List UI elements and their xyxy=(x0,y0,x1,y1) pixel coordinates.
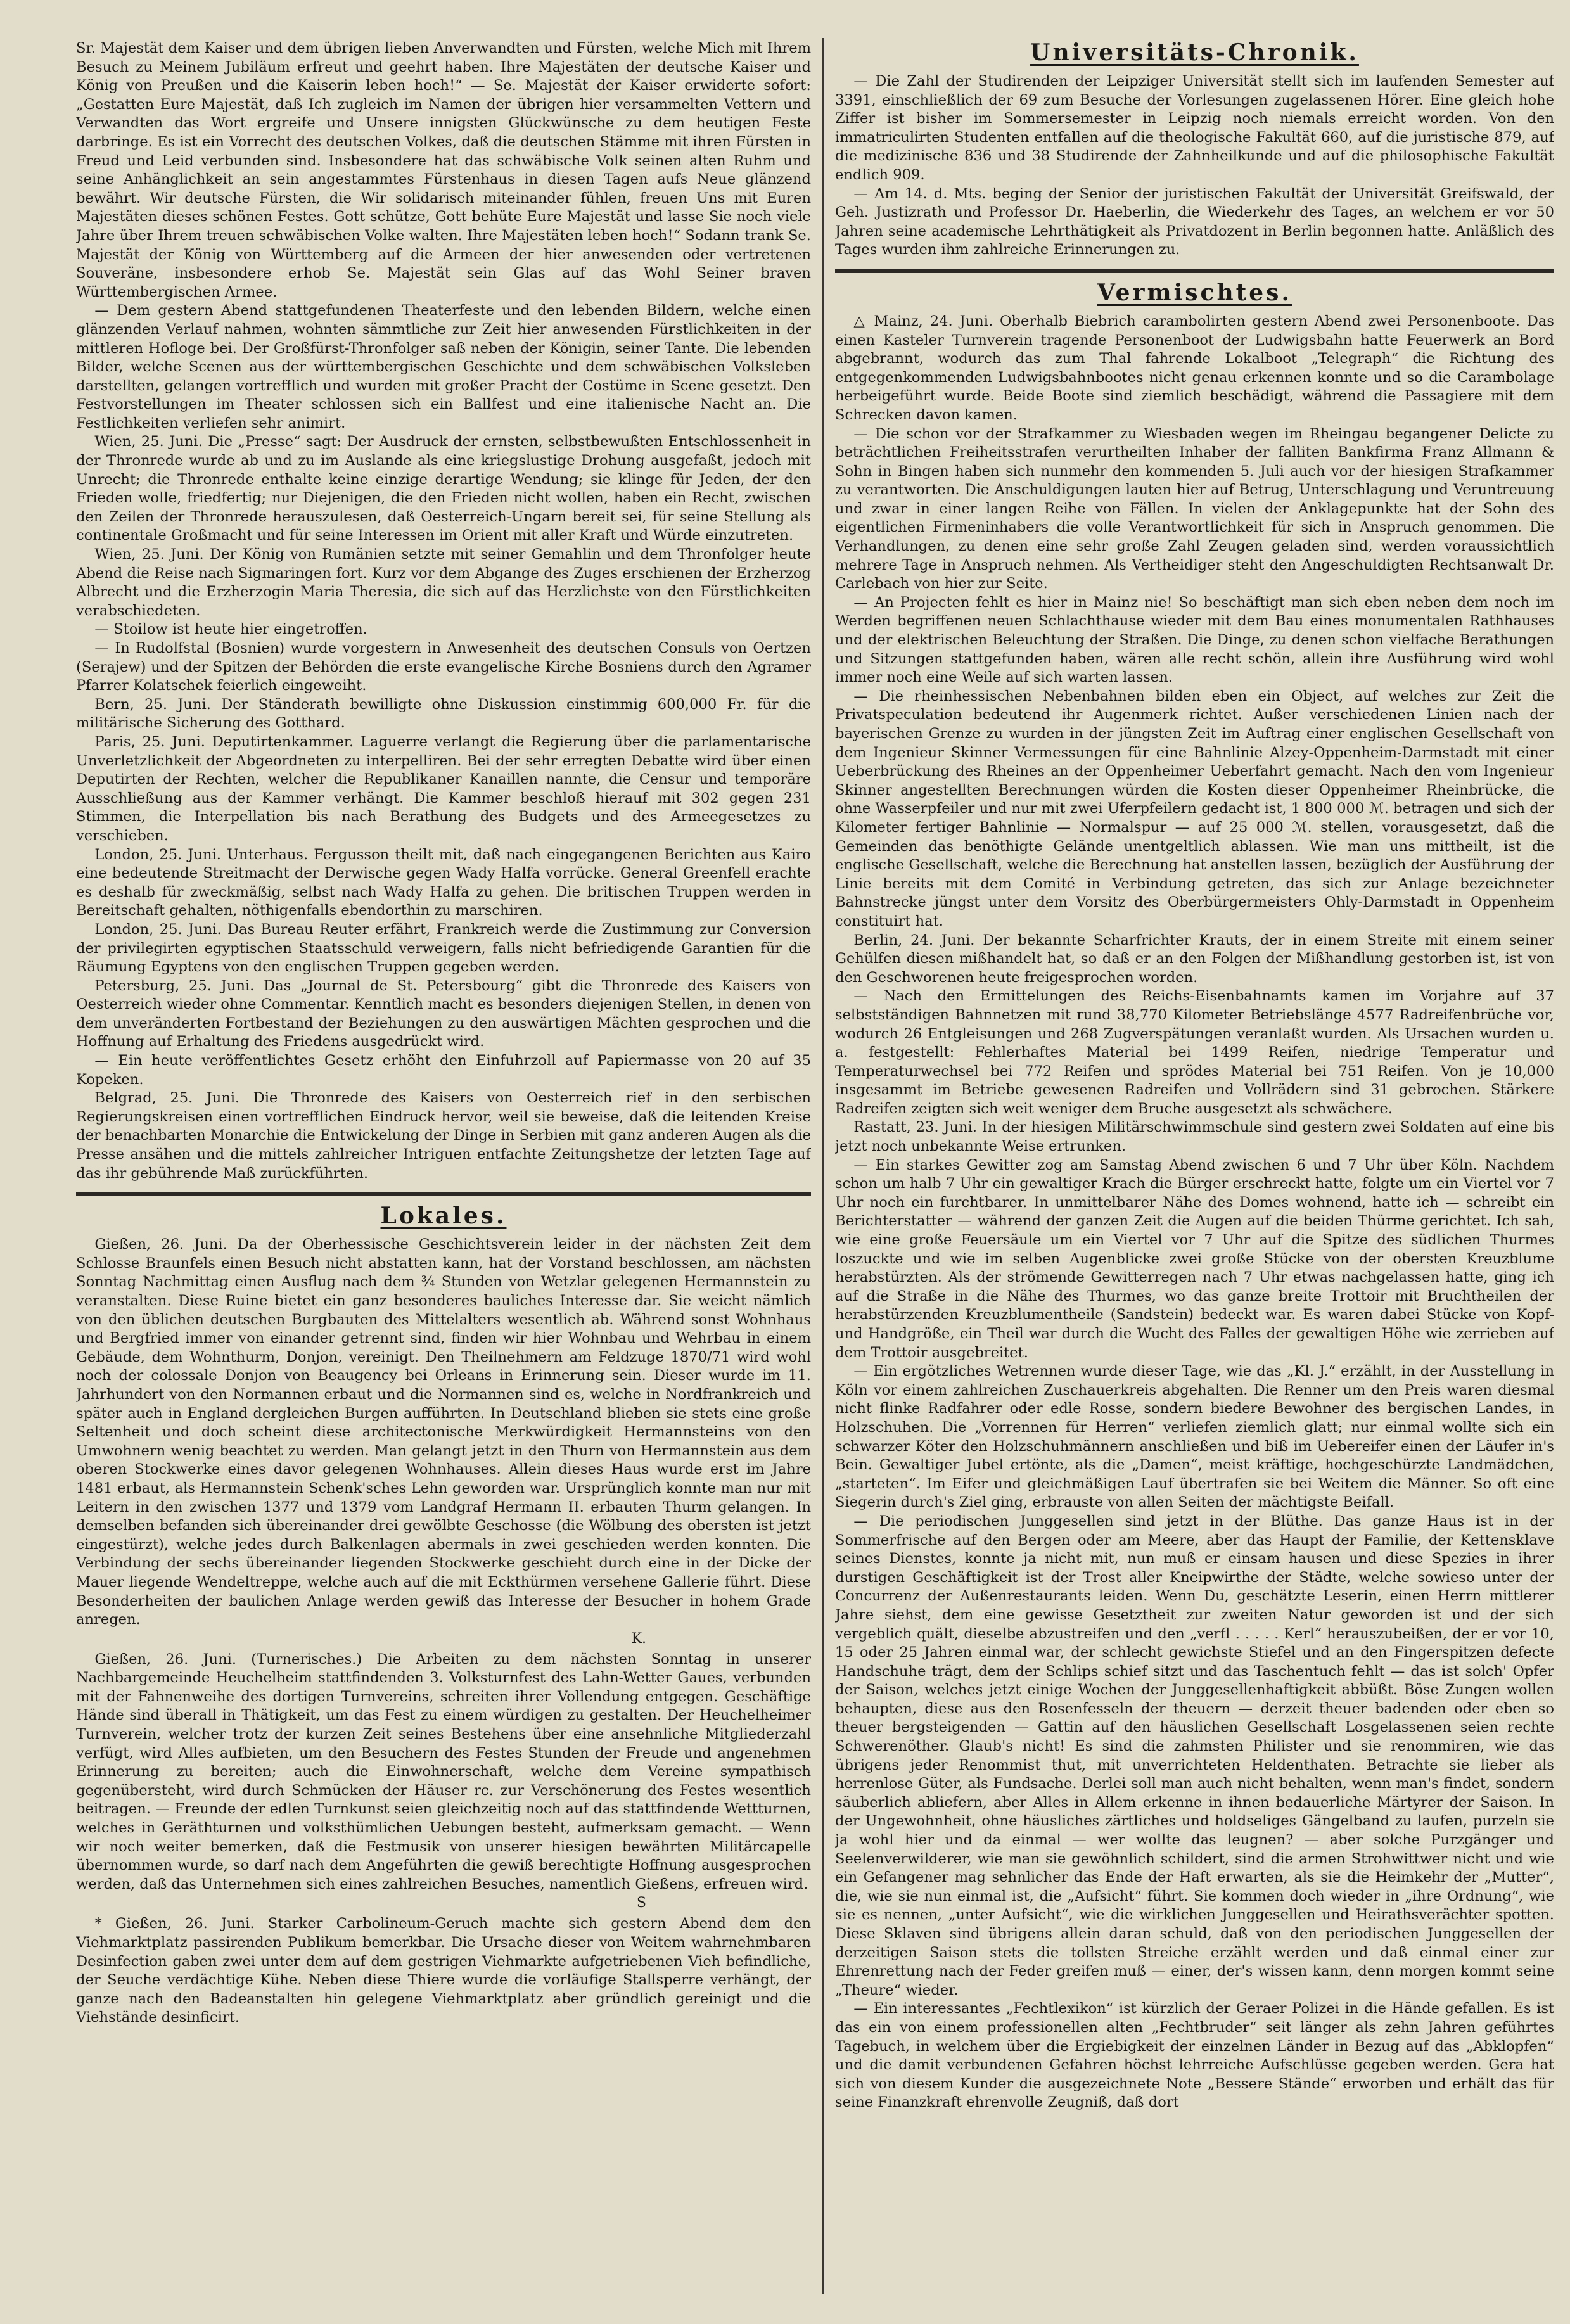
section-divider xyxy=(76,1192,811,1196)
column-rule xyxy=(822,38,824,2294)
news-paragraph: London, 25. Juni. Das Bureau Reuter erfährt, Frankreich werde die Zustimmung zur Conversion der privilegirten egyptischen Staatsschuld verweigern, falls nicht befriedigende Garantien für die Räumung Egyptens von den englischen Truppen gegeben werden. xyxy=(76,921,811,976)
news-paragraph: Wien, 25. Juni. Die „Presse“ sagt: Der Ausdruck der ernsten, selbstbewußten Entschlossenheit in der Thronrede wurde ab und zu im Auslande als eine kriegslustige Drohung ausgefaßt, jedoch mit Unrecht; die Thronrede enthalte keine einzige derartige Wendung; sie klinge für Jeden, der den Frieden wolle, friedfertig; nur Diejenigen, die den Frieden nicht wollen, haben ein Recht, zwischen den Zeilen der Thronrede herauszulesen, daß Oesterreich-Ungarn bereit sei, für seine Stellung als continentale Großmacht und für seine Interessen im Orient mit aller Kraft und Würde einzutreten. xyxy=(76,433,811,544)
news-paragraph: △ Mainz, 24. Juni. Oberhalb Biebrich carambolirten gestern Abend zwei Personenboote. Das einen Kasteler Turnverein tragende Personenboot der Ludwigsbahn hatte Feuerwerk an Bord abgebrannt, wodurch das zum Thal fahrende Lokalboot „Telegraph“ die Richtung des entgegenkommenden Ludwigsbahnbootes nicht genau erkennen konnte und so die Carambolage herbeigeführt wurde. Beide Boote sind ziemlich beschädigt, während die Passagiere mit dem Schrecken davon kamen. xyxy=(835,312,1554,423)
news-paragraph: — Stoilow ist heute hier eingetroffen. xyxy=(94,621,367,638)
news-paragraph: — Die rheinhessischen Nebenbahnen bilden eben ein Object, auf welches zur Zeit die Privatspeculation bedeutend ihr Augenmerk richtet. Außer verschiedenen Linien nach der bayerischen Grenze zu wurden in der jüngsten Zeit im Auftrag einer englischen Gesellschaft von dem Ingenieur Skinner Vermessungen für eine Bahnlinie Alzey-Oppenheim-Darmstadt mit einer Ueberbrückung des Rheines an der Oppenheimer Ueberfahrt gemacht. Nach den vom Ingenieur Skinner angestellten Berechnungen würden die Kosten dieser Oppenheimer Rheinbrücke, die ohne Wasserpfeiler und nur mit zwei Uferpfeilern gedacht ist, 1 800 000 ℳ. betragen und sich der Kilometer fertiger Bahnlinie — Normalspur — auf 25 000 ℳ. stellen, vorausgesetzt, daß die Gemeinden das benöthigte Gelände unentgeltlich ablassen. Wie man uns mittheilt, ist die englische Gesellschaft, welche die Berechnung hat anstellen lassen, bezüglich der Ausführung der Linie bereits mit dem Comité in Verbindung getreten, das sich zur Anlage bezeichneter Bahnstrecke jüngst unter dem Vorsitz des Oberbürgermeisters Ohly-Darmstadt in Oppenheim constituirt hat. xyxy=(835,687,1554,929)
lokales-heading: Lokales. xyxy=(380,1203,507,1230)
news-paragraph: Rastatt, 23. Juni. In der hiesigen Militärschwimmschule sind gestern zwei Soldaten auf eine bis jetzt noch unbekannte Weise ertrunken. xyxy=(835,1119,1554,1155)
news-paragraph: Belgrad, 25. Juni. Die Thronrede des Kaisers von Oesterreich rief in den serbischen Regierungskreisen einen vortrefflichen Eindruck hervor, weil sie beweise, daß die leitenden Kreise der benachbarten Monarchie die Entwickelung der Dinge in Serbien mit ganz anderen Augen als die Presse ansähen und die mittels zahlreicher Intriguen entfachte Zeitungshetze der letzten Tage auf das ihr gebührende Maß zurückführten. xyxy=(76,1090,811,1182)
news-paragraph: * Gießen, 26. Juni. Starker Carbolineum-Geruch machte sich gestern Abend dem den Viehmarktplatz passirenden Publikum bemerkbar. Die Ursache dieser von Weitem wahrnehmbaren Desinfection gaben zwei unter dem auf dem gestrigen Viehmarkte aufgetriebenen Vieh befindliche, der Seuche verdächtige Kühe. Neben diese Thiere wurde die vorläufige Stallsperre verhängt, der ganze nach den Badeanstalten hin gelegene Viehmarktplatz aber gründlich gereinigt und die Viehstände desinficirt. xyxy=(76,1915,811,2026)
news-paragraph: Petersburg, 25. Juni. Das „Journal de St. Petersbourg“ gibt die Thronrede des Kaisers von Oesterreich wieder ohne Commentar. Kenntlich macht es besonders diejenigen Stellen, in denen von dem unveränderten Fortbestand der Beziehungen zu den auswärtigen Mächten gesprochen und die Hoffnung auf Erhaltung des Friedens ausgedrückt wird. xyxy=(76,977,811,1050)
news-paragraph: — Ein ergötzliches Wetrennen wurde dieser Tage, wie das „Kl. J.“ erzählt, in der Ausstellung in Köln vor einem zahlreichen Zuschauerkreis abgehalten. Die Renner um den Preis waren diesmal nicht flinke Radfahrer oder edle Rosse, sondern biedere Bewohner des bergischen Landes, in Holzschuhen. Die „Vorrennen für Herren“ verliefen ziemlich glatt; nur einmal wollte sich ein schwarzer Köter den Holzschuhmännern anschließen und biß im Uebereifer einen der Läufer in's Bein. Gewaltiger Jubel ertönte, als die „Damen“, meist kräftige, hochgeschürzte Landmädchen, „starteten“. Im Eifer und gleichmäßigen Lauf übertrafen sie bei Weitem die Männer. So oft eine Siegerin durch's Ziel ging, erbrauste von allen Seiten der mächtigste Beifall. xyxy=(835,1363,1554,1511)
news-paragraph: — Die periodischen Junggesellen sind jetzt in der Blüthe. Das ganze Haus ist in der Sommerfrische auf den Bergen oder am Meere, aber das Haupt der Familie, der Kettensklave seines Dienstes, konnte ja nicht mit, nun muß er einsam hausen und diese Spezies in ihrer durstigen Geschäftigkeit ist der Trost aller Kneipwirthe der Städte, welche sowieso unter der Concurrenz der Außenrestaurants leiden. Wenn Du, geschätzte Leserin, einen Herrn mittlerer Jahre siehst, dem eine gewisse Gesetztheit zur zweiten Natur geworden ist und der sich vergeblich quält, dieselbe abzustreifen und den „verfl . . . . . Kerl“ herauszubeißen, der er vor 10, 15 oder 25 Jahren einmal war, der schlecht gewichste Stiefel und an den Fingerspitzen defecte Handschuhe trägt, dem der Schlips schief sitzt und das Taschentuch fehlt — das ist solch' Opfer der Saison, welches jetzt einige Wochen der Junggesellenhaftigkeit abbüßt. Böse Zungen wollen behaupten, diese aus den Rosenfesseln der theuern — derzeit theuer badenden oder eben so theuer bergsteigenden — Gattin auf den häuslichen Gesellschaft Losgelassenen seien rechte Schwerenöther. Glaub's nicht! Es sind die zahmsten Philister und sie renommiren, wie das übrigens jeder Renommist thut, mit unverrichteten Heldenthaten. Betrachte sie lieber als herrenlose Güter, als Fundsache. Derlei soll man auch nicht behalten, wenn man's findet, sondern säuberlich abliefern, aber Alles in Allem erkenne in ihnen bedauerliche Märtyrer der Saison. In der Ungewohnheit, ohne häusliches zärtliches und holdseliges Gängelband zu laufen, purzeln sie ja wohl hier und da einmal — wer wollte das leugnen? — aber solche Purzgänger und Seelenverwilderer, wie man sie gewöhnlich schildert, sind die armen Strohwittwer nicht und wie ein Gefangener mag sehnlicher das Ende der Haft erwarten, als sie die Heimkehr der „Mutter“, die, wie sie nun einmal ist, die „Aufsicht“ führt. Sie kommen doch wieder in „ihre Ordnung“, wie sie es nennen, „unter Aufsicht“, wie die wirklichen Junggesellen und Heirathsverächter spotten. Diese Sklaven sind übrigens allein daran schuld, daß von den periodischen Junggesellen der derzeitigen Saison stets die tollsten Streiche erzählt werden und daß einmal einer zur Ehrenrettung nach der Feder greifen muß — einer, der's wissen kann, denn morgen kommt seine „Theure“ wieder. xyxy=(835,1512,1554,1998)
news-paragraph: London, 25. Juni. Unterhaus. Fergusson theilt mit, daß nach eingegangenen Berichten aus Kairo eine bedeutende Streitmacht der Derwische gegen Wady Halfa vorrücke. General Greenfell erachte es deshalb für zweckmäßig, selbst nach Wady Halfa zu gehen. Die britischen Truppen werden in Bereitschaft gehalten, nöthigenfalls ebendorthin zu marschiren. xyxy=(76,846,811,919)
news-paragraph: — Die schon vor der Strafkammer zu Wiesbaden wegen im Rheingau begangener Delicte zu beträchtlichen Freiheitsstrafen verurtheilten Inhaber der falliten Bankfirma Franz Allmann & Sohn in Bingen haben sich nunmehr den kommenden 5. Juli auch vor der hiesigen Strafkammer zu verantworten. Die Anschuldigungen lauten hier auf Betrug, Unterschlagung und Veruntreuung und zwar in einer langen Reihe von Fällen. In vielen der Anklagepunkte hat der Sohn des eigentlichen Firmeninhabers die volle Verantwortlichkeit für sich in Anspruch genommen. Die Verhandlungen, zu denen eine sehr große Zahl Zeugen geladen sind, werden voraussichtlich mehrere Tage in Anspruch nehmen. Als Vertheidiger steht den Angeschuldigten Rechtsanwalt Dr. Carlebach von hier zur Seite. xyxy=(835,425,1554,592)
news-paragraph: — Ein starkes Gewitter zog am Samstag Abend zwischen 6 und 7 Uhr über Köln. Nachdem schon um halb 7 Uhr ein gewaltiger Krach die Bürger erschreckt hatte, folgte um ein Viertel vor 7 Uhr noch ein furchtbarer. In unmittelbarer Nähe des Domes wohnend, hatte ich — schreibt ein Berichterstatter — während der ganzen Zeit die Augen auf die beiden Thürme gerichtet. Ich sah, wie eine große Feuersäule um ein Viertel vor 7 Uhr auf die Spitze des südlichen Thurmes loszuckte und wie im selben Augenblicke zwei große Stücke von der obersten Kreuzblume herabstürzten. Als der strömende Gewitterregen nach 7 Uhr etwas nachgelassen hatte, ging ich auf die Straße in die Nähe des Thurmes, wo das ganze breite Trottoir mit Bruchtheilen der herabstürzenden Kreuzblumentheile (Sandstein) bedeckt war. Es waren dabei Stücke von Kopf- und Handgröße, ein Theil war durch die Wucht des Falles der gewaltigen Höhe wie zerrieben auf dem Trottoir ausgebreitet. xyxy=(835,1156,1554,1361)
news-paragraph: Gießen, 26. Juni. (Turnerisches.) Die Arbeiten zu dem nächsten Sonntag in unserer Nachbargemeinde Heuchelheim stattfindenden 3. Volksturnfest des Lahn-Wetter Gaues, verbunden mit der Fahnenweihe des dortigen Turnvereins, schreiten ihrer Vollendung entgegen. Geschäftige Hände sind überall in Thätigkeit, um das Fest zu einem würdigen zu gestalten. Der Heuchelheimer Turnverein, welcher trotz der kurzen Zeit seines Bestehens über eine ansehnliche Mitgliederzahl verfügt, wird Alles aufbieten, um den Besuchern des Festes Stunden der Freude und angenehmen Erinnerung zu bereiten; auch die Einwohnerschaft, welche dem Vereine sympathisch gegenübersteht, wird durch Schmücken der Häuser rc. zur Verschönerung des Festes wesentlich beitragen. — Freunde der edlen Turnkunst seien gleichzeitig noch auf das stattfindende Wettturnen, welches in Geräthturnen und volksthümlichen Uebungen besteht, aufmerksam gemacht. — Wenn wir noch weiter bemerken, daß die Festmusik von unserer hiesigen bewährten Militärcapelle übernommen wurde, so darf nach dem Angeführten die gewiß berechtigte Hoffnung ausgesprochen werden, daß das Unternehmen sich eines zahlreichen Besuches, namentlich Gießens, erfreuen wird. xyxy=(76,1650,811,1893)
universitaets-chronik-heading: Universitäts-Chronik. xyxy=(1030,39,1359,66)
news-paragraph: — An Projecten fehlt es hier in Mainz nie! So beschäftigt man sich eben neben dem noch im Werden begriffenen neuen Schlachthause wieder mit dem Bau eines monumentalen Rathhauses und der elektrischen Beleuchtung der Straßen. Die Dinge, zu denen schon vielfache Berathungen und Sitzungen stattgefunden haben, wären alle recht schön, allein ihre Ausführung wird wohl immer noch eine Weile auf sich warten lassen. xyxy=(835,594,1554,686)
news-paragraph: — Ein interessantes „Fechtlexikon“ ist kürzlich der Geraer Polizei in die Hände gefallen. Es ist das ein von einem professionellen alten „Fechtbruder“ seit länger als zehn Jahren geführtes Tagebuch, in welchem über die Ergiebigkeit der einzelnen Länder in Bezug auf das „Abklopfen“ und die damit verbundenen Gefahren höchst lehrreiche Aufschlüsse gegeben werden. Gera hat sich von diesem Kunder die ausgezeichnete Note „Bessere Stände“ erworben und erhält das für seine Finanzkraft ehrenvolle Zeugniß, daß dort xyxy=(835,2000,1554,2111)
lokales-section xyxy=(76,1203,811,2027)
right-column xyxy=(835,39,1554,2295)
news-paragraph: — In Rudolfstal (Bosnien) wurde vorgestern in Anwesenheit des deutschen Consuls von Oertzen (Serajew) und der Spitzen der Behörden die erste evangelische Kirche Bosniens durch den Agramer Pfarrer Kolatschek feierlich eingeweiht. xyxy=(76,640,811,694)
author-initial-s: S xyxy=(636,1895,646,1912)
section-divider xyxy=(835,269,1554,273)
news-paragraph: Paris, 25. Juni. Deputirtenkammer. Laguerre verlangt die Regierung über die parlamentarische Unverletzlichkeit der Abgeordneten zu interpelliren. Bei der sehr erregten Debatte wird über einen Deputirten der Rechten, welcher die Republikaner Kanaillen nannte, die Censur und temporäre Ausschließung aus der Kammer verhängt. Die Kammer beschloß hierauf mit 302 gegen 231 Stimmen, die Interpellation bis nach Berathung des Budgets und des Armeegesetzes zu verschieben. xyxy=(76,733,811,844)
news-paragraph: — Am 14. d. Mts. beging der Senior der juristischen Fakultät der Universität Greifswald, der Geh. Justizrath und Professor Dr. Haeberlin, die Wiederkehr des Tages, an welchem er vor 50 Jahren seine academische Lehrthätigkeit als Privatdozent in Berlin begonnen hatte. Anläßlich des Tages wurden ihm zahlreiche Erinnerungen zu. xyxy=(835,185,1554,259)
news-paragraph: — Ein heute veröffentlichtes Gesetz erhöht den Einfuhrzoll auf Papiermasse von 20 auf 35 Kopeken. xyxy=(76,1052,811,1088)
news-paragraph: — Nach den Ermittelungen des Reichs-Eisenbahnamts kamen im Vorjahre auf 37 selbstständigen Bahnnetzen mit rund 38,770 Kilometer Betriebslänge 4577 Radreifenbrüche vor, wodurch 26 Entgleisungen und 268 Zugverspätungen veranlaßt wurden. Als Ursachen wurden u. a. festgestellt: Fehlerhaftes Material bei 1499 Reifen, niedrige Temperatur und Temperaturwechsel bei 772 Reifen und sprödes Material bei 751 Reifen. Von je 10,000 insgesammt im Betriebe gewesenen Radreifen und Vollrädern sind 31 gebrochen. Stärkere Radreifen zeigten sich weit weniger dem Bruche ausgesetzt als schwächere. xyxy=(835,988,1554,1117)
news-paragraph: Gießen, 26. Juni. Da der Oberhessische Geschichtsverein leider in der nächsten Zeit dem Schlosse Braunfels einen Besuch nicht abstatten kann, hat der Vorstand beschlossen, am nächsten Sonntag Nachmittag einen Ausflug nach dem ¾ Stunden von Wetzlar gelegenen Hermannstein zu veranstalten. Diese Ruine bietet ein ganz besonderes bauliches Interesse dar. Sie weicht nämlich von den üblichen deutschen Burgbauten des Mittelalters wesentlich ab. Während sonst Wohnhaus und Bergfried immer von einander getrennt sind, finden wir hier Wohnbau und Wehrbau in einem Gebäude, dem Wohnthurm, Donjon, vereinigt. Den Theilnehmern am Feldzuge 1870/71 wird wohl noch der colossale Donjon von Beaugency bei Orleans in Erinnerung sein. Dieser wurde im 11. Jahrhundert von den Normannen erbaut und die Normannen sind es, welche in Nordfrankreich und später auch in England dergleichen Burgen aufführten. In Deutschland blieben sie stets eine große Seltenheit und doch scheint diese architectonische Merkwürdigkeit Hermannsteins von den Umwohnern wenig beachtet zu werden. Man gelangt jetzt in den Thurn von Hermannstein aus dem oberen Stockwerke eines davor gelegenen Wohnhauses. Allein dieses Haus wurde erst im Jahre 1481 erbaut, als Hermannstein Schenk'sches Lehn geworden war. Ursprünglich konnte man nur mit Leitern in den zwischen 1377 und 1379 vom Landgraf Hermann II. erbauten Thurm gelangen. In demselben befanden sich übereinander drei gewölbte Geschosse (die Wölbung des obersten ist jetzt eingestürzt), welche jedes durch Balkenlagen abermals in zwei geschieden werden konnten. Die Verbindung der sechs übereinander liegenden Stockwerke geschieht durch eine in der Dicke der Mauer liegende Wendeltreppe, welche auch auf die mit Eckthürmen versehene Gallerie führt. Diese Besonderheiten der baulichen Anlage werden gewiß das Interesse der Besucher in hohem Grade anregen. xyxy=(76,1236,811,1628)
news-paragraph: — Die Zahl der Studirenden der Leipziger Universität stellt sich im laufenden Semester auf 3391, einschließlich der 69 zum Besuche der Vorlesungen zugelassenen Hörer. Eine gleich hohe Ziffer ist bisher im Sommersemester in Leipzig noch niemals erreicht worden. Von den immatriculirten Studenten entfallen auf die theologische Fakultät 660, auf die juristische 879, auf die medizinische 836 und 38 Studirende der Zahnheilkunde und auf die philosophische Fakultät endlich 909. xyxy=(835,73,1554,183)
news-paragraph: Wien, 25. Juni. Der König von Rumänien setzte mit seiner Gemahlin und dem Thronfolger heute Abend die Reise nach Sigmaringen fort. Kurz vor dem Abgange des Zuges erschienen der Erzherzog Albrecht und die Erzherzogin Maria Theresia, die sich auf das Herzlichste von den Fürstlichkeiten verabschiedeten. xyxy=(76,546,811,619)
politics-section xyxy=(76,39,811,1183)
universitaets-chronik-section xyxy=(835,39,1554,260)
author-initial-k: K. xyxy=(631,1630,646,1647)
news-paragraph: Berlin, 24. Juni. Der bekannte Scharfrichter Krauts, der in einem Streite mit einem seiner Gehülfen diesen mißhandelt hat, so daß er an den Folgen der Mißhandlung gestorben ist, ist von den Geschworenen heute freigesprochen worden. xyxy=(835,931,1554,986)
left-column xyxy=(76,39,811,2295)
vermischtes-heading: Vermischtes. xyxy=(1097,279,1292,306)
news-paragraph: — Dem gestern Abend stattgefundenen Theaterfeste und den lebenden Bildern, welche einen glänzenden Verlauf nahmen, wohnten sämmtliche zur Zeit hier anwesenden Fürstlichkeiten in der mittleren Hofloge bei. Der Großfürst-Thronfolger saß neben der Königin, seiner Tante. Die lebenden Bilder, welche Scenen aus der württembergischen Geschichte und dem schwäbischen Volksleben darstellten, gelangen vortrefflich und wurden mit großer Pracht der Costüme in Scene gesetzt. Den Festvorstellungen im Theater schlossen sich ein Ballfest und eine italienische Nacht an. Die Festlichkeiten verliefen sehr animirt. xyxy=(76,302,811,431)
news-paragraph: Sr. Majestät dem Kaiser und dem übrigen lieben Anverwandten und Fürsten, welche Mich mit Ihrem Besuch zu Meinem Jubiläum erfreut und geehrt haben. Ihre Majestäten der deutsche Kaiser und König von Preußen und die Kaiserin leben hoch!“ — Se. Majestät der Kaiser erwiderte sofort: „Gestatten Eure Majestät, daß Ich zugleich im Namen der übrigen hier versammelten Vettern und Verwandten das Wort ergreife und Unsere innigsten Glückwünsche zu dem heutigen Feste darbringe. Es ist ein Vorrecht des deutschen Volkes, daß die deutschen Stämme mit ihren Fürsten in Freud und Leid verbunden sind. Insbesondere hat das schwäbische Volk seinen alten Ruhm und seine Anhänglichkeit an sein angestammtes Fürstenhaus in diesen Tagen aufs Neue glänzend bewährt. Wir deutsche Fürsten, die Wir solidarisch miteinander fühlen, freuen Uns mit Euren Majestäten dieses schönen Festes. Gott schütze, Gott behüte Eure Majestät und lasse Sie noch viele Jahre über Ihrem treuen schwäbischen Volke walten. Ihre Majestäten leben hoch!“ Sodann trank Se. Majestät der König von Württemberg auf die Armeen der hier anwesenden oder vertretenen Souveräne, insbesondere erhob Se. Majestät sein Glas auf das Wohl Seiner braven Württembergischen Armee. xyxy=(76,40,811,300)
news-paragraph: Bern, 25. Juni. Der Ständerath bewilligte ohne Diskussion einstimmig 600,000 Fr. für die militärische Sicherung des Gotthard. xyxy=(76,696,811,732)
vermischtes-section xyxy=(835,279,1554,2112)
